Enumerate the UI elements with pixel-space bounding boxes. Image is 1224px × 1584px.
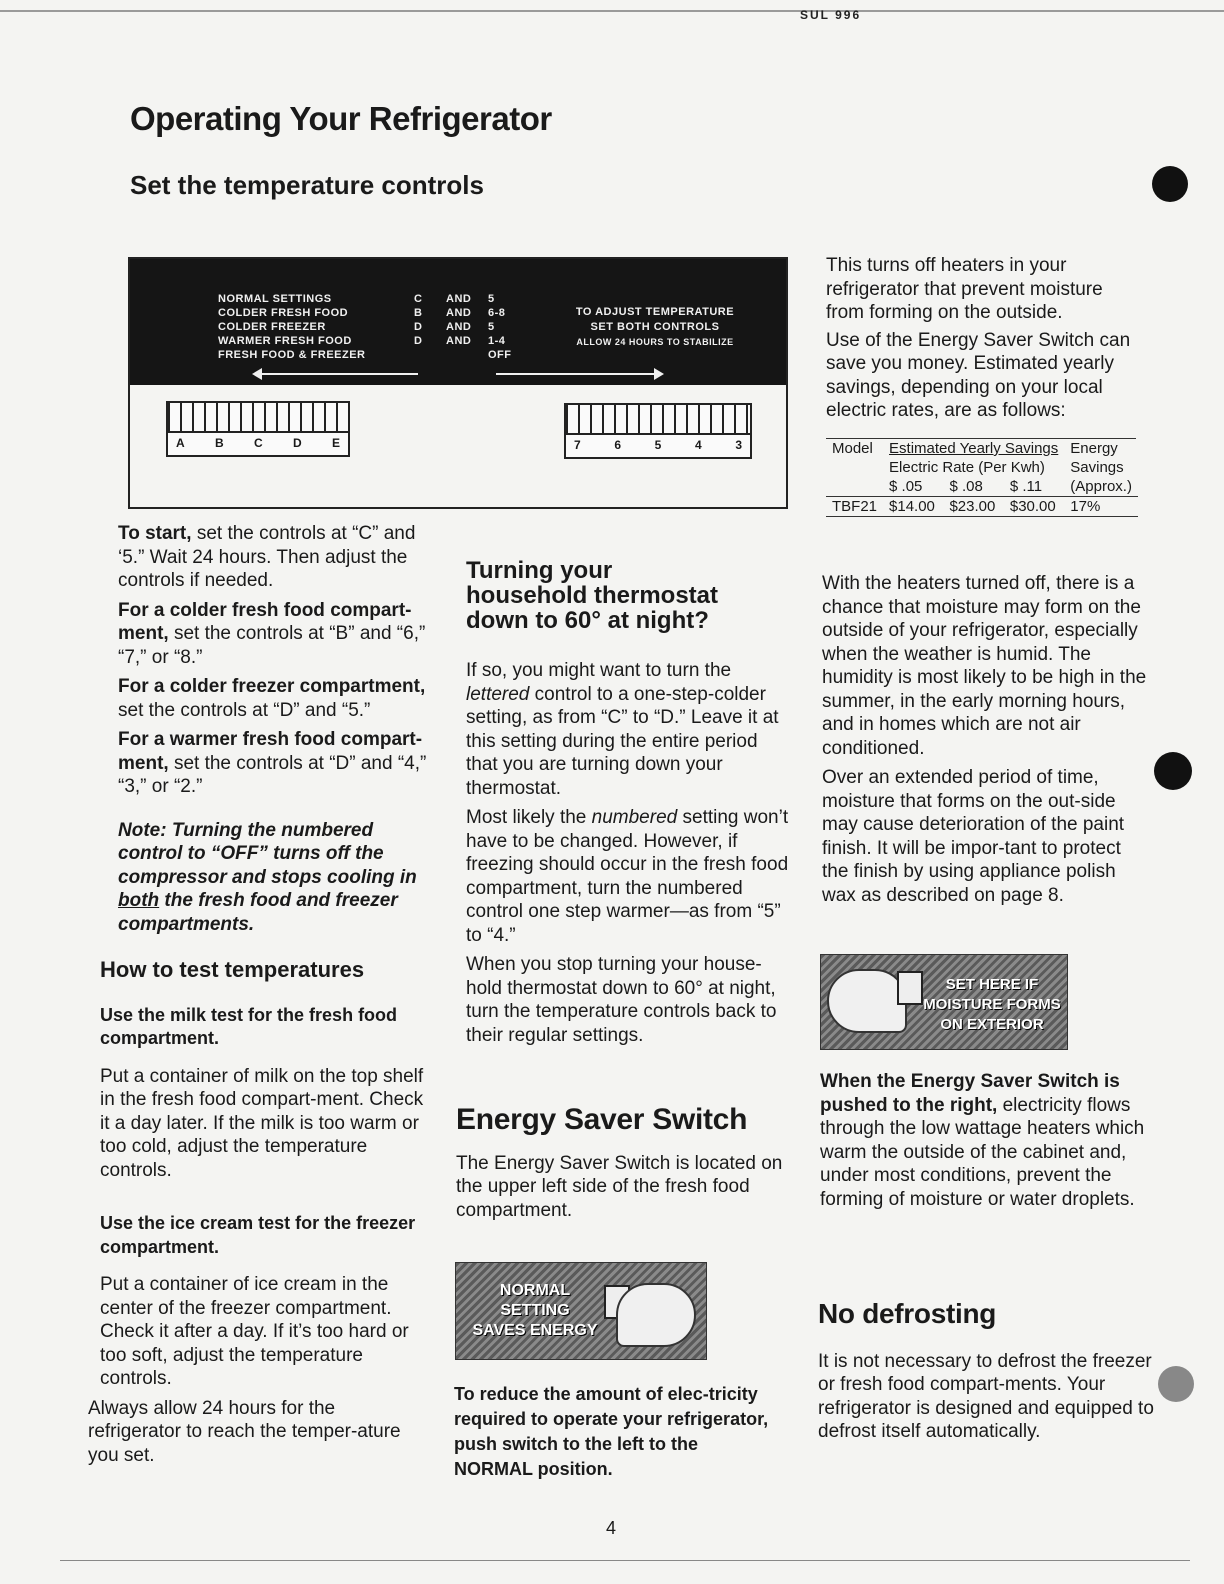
note: Note: Turning the numbered control to “OFF” turns off the compressor and stops cooling in both the fresh food and freezer compartments. [118,819,417,935]
binder-hole-2 [1154,752,1192,790]
settings-row: FRESH FOOD & FREEZER OFF [218,349,512,361]
photo-caption: NORMAL SETTING SAVES ENERGY [472,1282,598,1339]
right-arrow-icon [496,373,656,375]
letter-control-dial: A B C D E [166,401,350,457]
moisture-setting-photo [820,954,1068,1050]
right-column [826,254,1144,429]
normal-setting-photo [455,1262,707,1360]
binder-hole-1 [1152,166,1188,202]
table-row: $ .05 $ .08 $ .11 (Approx.) [826,477,1138,497]
allow-text: Always allow 24 hours for the refrigerator to reach the temper-ature you set. [88,1397,401,1466]
settings-row: WARMER FRESH FOOD D AND 1-4 [218,335,506,347]
switch-icon [897,971,923,1005]
paragraph: If so, you might want to turn the lettered control to a one-step-colder setting, as from “C” to “D.” Leave it at this setting during the entire period that you are turning down your thermostat. [466,660,779,799]
left-arrow-icon [258,373,418,375]
no-defrosting-title: No defrosting [818,1298,997,1329]
right-column-lower [820,1070,1146,1217]
binder-hole-3 [1158,1366,1194,1402]
table-row: Model Estimated Yearly Savings Energy [832,440,1118,457]
paragraph: For a warmer fresh food compart-ment, set the controls at “D” and “4,” “3,” or “2.” [118,729,427,797]
ice-test-text: Put a container of ice cream in the center of the freezer compartment. Check it after a day. If it’s too hard or too soft, adjust the temperature controls. [100,1274,409,1389]
finger-icon [616,1283,696,1347]
panel-settings-chart [130,259,786,385]
middle-column [466,558,792,1053]
settings-row: COLDER FRESH FOOD B AND 6-8 [218,307,506,319]
test-temperatures-section [88,957,430,1473]
arrowhead-left-icon [252,368,262,380]
paragraph: When the Energy Saver Switch is pushed to the right, electricity flows through the low wattage heaters which warm the outside of the cabinet and, under most conditions, prevent the forming of moisture or water droplets. [820,1071,1145,1210]
paragraph: Use of the Energy Saver Switch can save you money. Estimated yearly savings, depending on your local electric rates, are as follows: [826,329,1131,421]
bottom-rule [60,1560,1190,1561]
paragraph: Over an extended period of time, moisture that forms on the out-side may cause deterioration of the paint finish. It will be impor-tant to protect the finish by using appliance polish wax as described on page 8. [822,767,1125,906]
milk-test-title: Use the milk test for the fresh food compartment. [100,1004,398,1048]
arrowhead-right-icon [654,368,664,380]
savings-table [826,438,1136,517]
table-row: Electric Rate (Per Kwh) Savings [889,459,1124,476]
energy-saver-title: Energy Saver Switch [456,1103,748,1136]
settings-row: NORMAL SETTINGS C AND 5 [218,293,495,305]
top-rule [0,10,1224,12]
settings-row: COLDER FREEZER D AND 5 [218,321,495,333]
ice-test-title: Use the ice cream test for the freezer compartment. [100,1213,416,1257]
section-title: Set the temperature controls [130,170,484,200]
energy-saver-text: The Energy Saver Switch is located on the upper left side of the fresh food compartment. [456,1152,783,1221]
paragraph: For a colder fresh food compart-ment, set the controls at “B” and “6,” “7,” or “8.” [118,599,426,668]
adjust-instructions: TO ADJUST TEMPERATURE SET BOTH CONTROLS ALLOW 24 HOURS TO STABILIZE [575,306,735,347]
energy-saver-section [456,1103,792,1228]
no-defrosting-section [818,1298,1158,1450]
finger-icon [827,969,907,1033]
photo-caption: SET HERE IF MOISTURE FORMS ON EXTERIOR [923,976,1061,1033]
paragraph: Most likely the numbered setting won’t have to be changed. However, if freezing should occur in the fresh food compartment, turn the numbered control one step warmer—as from “5” to “4.” [466,807,789,946]
number-control-dial: 7 6 5 4 3 [564,403,752,459]
reduce-text: To reduce the amount of elec-tricity required to operate your refrigerator, push switch to the left to the NORMAL position. [454,1384,769,1479]
left-column [118,522,438,942]
page-code: SUL 996 [800,8,862,22]
page-title: Operating Your Refrigerator [130,100,552,137]
paragraph: It is not necessary to defrost the freezer or fresh food compart-ments. Your refrigerator is designed and equipped to defrost itself automatically. [818,1350,1154,1442]
paragraph: With the heaters turned off, there is a chance that moisture may form on the outside of your refrigerator, especially when the weather is humid. The humidity is most likely to be high in the summer, in the early morning hours, and in homes which are not air conditioned. [822,573,1147,759]
thermostat-title: Turning your household thermostat down to 60° at night? [466,557,719,634]
paragraph: When you stop turning your house-hold thermostat down to 60° at night, turn the temperature controls back to their regular settings. [466,954,777,1046]
page-number: 4 [606,1518,617,1538]
milk-test-text: Put a container of milk on the top shelf in the fresh food compart-ment. Check it a day later. If the milk is too warm or too cold, adjust the temperature controls. [100,1065,424,1181]
paragraph: This turns off heaters in your refrigerator that prevent moisture from forming on the outside. [826,255,1103,323]
control-panel-diagram [128,257,788,509]
table-row: TBF21 $14.00 $23.00 $30.00 17% [826,497,1138,517]
paragraph: To start, set the controls at “C” and ‘5.” Wait 24 hours. Then adjust the controls if needed. [118,523,416,591]
paragraph: For a colder freezer compartment, set the controls at “D” and “5.” [118,676,426,721]
settings-table [218,292,528,362]
test-title: How to test temperatures [100,957,365,982]
right-column-middle [822,572,1148,913]
